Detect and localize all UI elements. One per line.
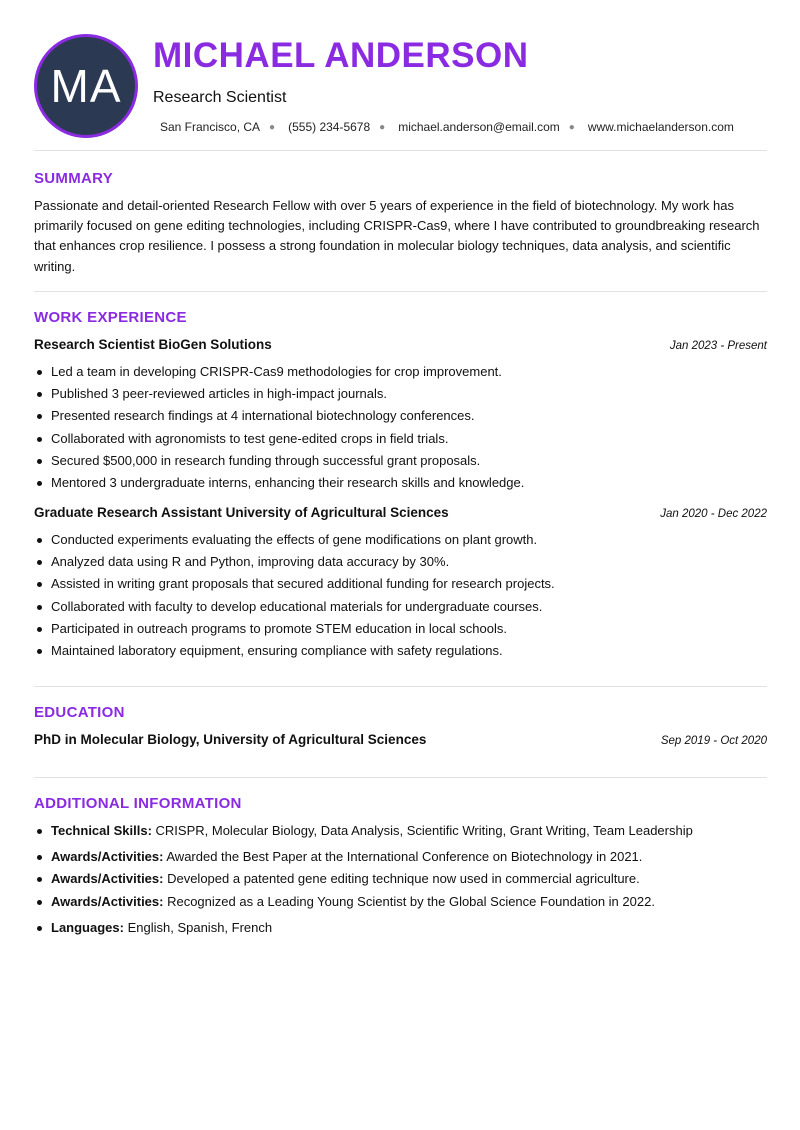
bullet-separator-icon: ● (379, 121, 386, 133)
additional-info-heading: ADDITIONAL INFORMATION (34, 795, 242, 812)
job-bullet-list (34, 529, 767, 662)
contact-bar (160, 120, 734, 134)
item-label: Awards/Activities: (51, 871, 164, 887)
list-item (34, 846, 767, 868)
job-dates: Jan 2020 - Dec 2022 (660, 508, 767, 520)
summary-heading: SUMMARY (34, 170, 114, 187)
item-text: Developed a patented gene editing technique now used in commercial agriculture. (163, 871, 640, 887)
candidate-name: MICHAEL ANDERSON (153, 36, 529, 75)
list-item: Analyzed data using R and Python, improving data accuracy by 30%. (34, 551, 767, 573)
item-label: Languages: (51, 919, 124, 935)
list-item: Presented research findings at 4 international biotechnology conferences. (34, 405, 767, 427)
list-item (34, 917, 767, 939)
bullet-separator-icon: ● (269, 121, 276, 133)
contact-website[interactable]: www.michaelanderson.com (587, 120, 734, 134)
degree-title: PhD in Molecular Biology, University of Agricultural Sciences (34, 732, 427, 747)
work-experience-heading: WORK EXPERIENCE (34, 309, 187, 326)
item-label: Technical Skills: (51, 823, 152, 838)
item-label: Awards/Activities: (51, 849, 164, 865)
list-item: Participated in outreach programs to promote STEM education in local schools. (34, 618, 767, 640)
list-item (34, 868, 767, 890)
job-title: Research Scientist BioGen Solutions (34, 337, 272, 352)
list-item: Published 3 peer-reviewed articles in high-impact journals. (34, 383, 767, 405)
candidate-headline: Research Scientist (153, 89, 287, 106)
item-label: Awards/Activities: (51, 893, 164, 909)
item-text: English, Spanish, French (123, 919, 273, 935)
item-text: CRISPR, Molecular Biology, Data Analysis, Scientific Writing, Grant Writing, Team Leadership (151, 823, 693, 838)
job-header (34, 337, 767, 352)
additional-info-list (34, 820, 767, 939)
summary-text: Passionate and detail-oriented Research Fellow with over 5 years of experience in the field of biotechnology. My work has primarily focused on gene editing technologies, including CRISPR-Cas9, where I have contributed to groundbreaking research that enhances crop resilience. I possess a strong foundation in molecular biology techniques, data analysis, and scientific writing. (34, 198, 760, 274)
education-heading: EDUCATION (34, 704, 125, 721)
job-title: Graduate Research Assistant University of Agricultural Sciences (34, 505, 449, 520)
list-item: Maintained laboratory equipment, ensuring compliance with safety regulations. (34, 640, 767, 662)
section-divider (34, 150, 767, 151)
list-item: Led a team in developing CRISPR-Cas9 methodologies for crop improvement. (34, 361, 767, 383)
list-item: Assisted in writing grant proposals that secured additional funding for research projects. (34, 573, 767, 595)
contact-location: San Francisco, CA (160, 120, 261, 134)
job-bullet-list (34, 361, 767, 494)
list-item: Collaborated with faculty to develop educational materials for undergraduate courses. (34, 596, 767, 618)
contact-phone: (555) 234-5678 (288, 120, 371, 134)
item-text: Recognized as a Leading Young Scientist by the Global Science Foundation in 2022. (163, 893, 655, 909)
list-item: Mentored 3 undergraduate interns, enhancing their research skills and knowledge. (34, 472, 767, 494)
item-text: Awarded the Best Paper at the International Conference on Biotechnology in 2021. (163, 849, 643, 865)
education-entry (34, 732, 767, 747)
education-dates: Sep 2019 - Oct 2020 (660, 735, 767, 747)
list-item: Conducted experiments evaluating the effects of gene modifications on plant growth. (34, 529, 767, 551)
section-divider (34, 777, 767, 778)
job-dates: Jan 2023 - Present (669, 340, 767, 352)
section-divider (34, 291, 767, 292)
avatar (34, 34, 138, 138)
job-header (34, 505, 767, 520)
list-item (34, 820, 767, 842)
list-item: Secured $500,000 in research funding through successful grant proposals. (34, 450, 767, 472)
avatar-initials: MA (50, 60, 122, 112)
contact-email[interactable]: michael.anderson@email.com (398, 120, 560, 134)
bullet-separator-icon: ● (568, 121, 575, 133)
section-divider (34, 686, 767, 687)
list-item (34, 891, 767, 913)
list-item: Collaborated with agronomists to test gene-edited crops in field trials. (34, 428, 767, 450)
